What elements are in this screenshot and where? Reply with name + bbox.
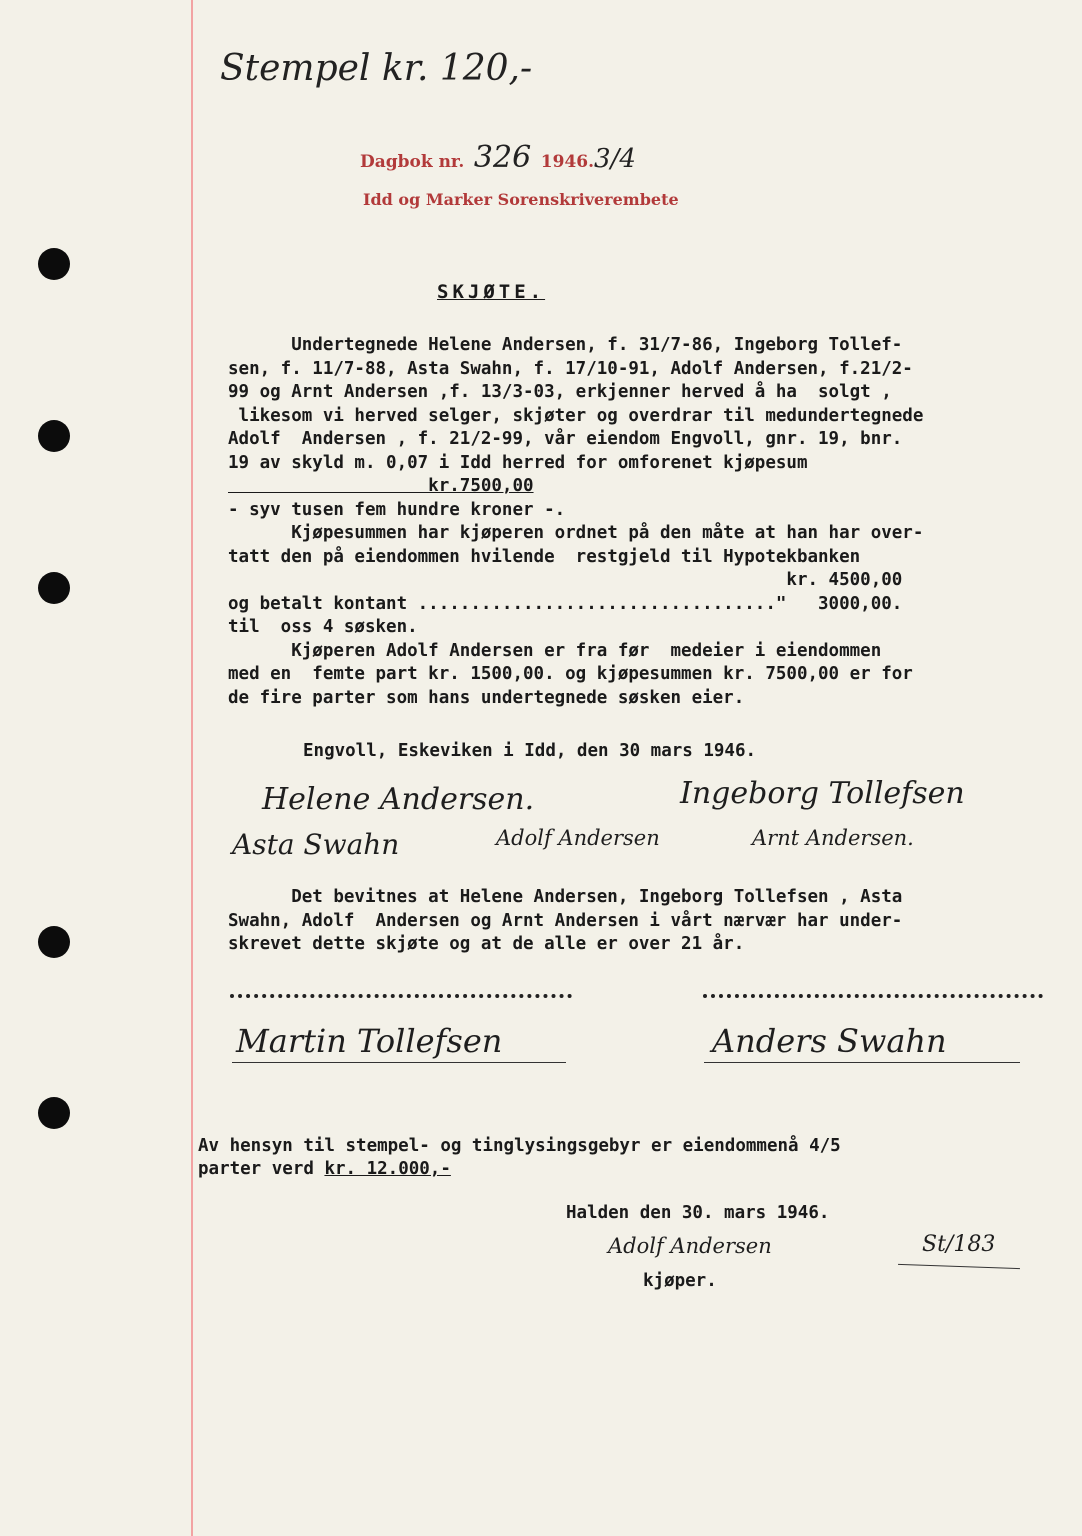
- body-line: sen, f. 11/7-88, Asta Swahn, f. 17/10-91, Adolf Andersen, f.21/2-: [228, 358, 913, 379]
- signature-buyer: Adolf Andersen: [608, 1234, 772, 1258]
- signature-adolf: Adolf Andersen: [496, 826, 660, 850]
- journal-stamp: [360, 140, 636, 175]
- body-line: Undertegnede Helene Andersen, f. 31/7-86, Ingeborg Tollef-: [228, 335, 903, 355]
- body-line: 19 av skyld m. 0,07 i Idd herred for omforenet kjøpesum: [228, 452, 808, 473]
- body-line: Kjøperen Adolf Andersen er fra før medeier i eiendommen: [228, 640, 882, 661]
- valuation-prefix: parter verd: [198, 1159, 325, 1179]
- signature-witness-anders: Anders Swahn: [712, 1022, 947, 1060]
- valuation-line-1: Av hensyn til stempel- og tinglysingsgebyr er eiendommenå 4/5: [198, 1136, 841, 1156]
- journal-prefix: Dagbok nr.: [360, 152, 465, 172]
- punch-hole: [38, 1097, 70, 1129]
- document-title: SKJØTE.: [437, 281, 546, 303]
- body-line: kr. 4500,00: [228, 570, 903, 590]
- purchase-price: kr.7500,00: [228, 476, 534, 496]
- witness-dotted-line-left: [230, 994, 572, 998]
- body-line: likesom vi herved selger, skjøter og overdrar til medundertegnede: [228, 405, 924, 426]
- signature-underline: [704, 1062, 1020, 1063]
- annotation-underline: [898, 1264, 1020, 1269]
- witness-line: Det bevitnes at Helene Andersen, Ingeborg Tollefsen , Asta: [228, 887, 903, 907]
- punch-hole: [38, 926, 70, 958]
- witness-line: skrevet dette skjøte og at de alle er over 21 år.: [228, 934, 745, 954]
- witness-dotted-line-right: [703, 994, 1043, 998]
- body-line: til oss 4 søsken.: [228, 617, 418, 637]
- signature-asta: Asta Swahn: [232, 828, 400, 861]
- signature-ingeborg: Ingeborg Tollefsen: [680, 776, 965, 811]
- journal-year: 1946.: [540, 152, 595, 172]
- body-line: Adolf Andersen , f. 21/2-99, vår eiendom Engvoll, gnr. 19, bnr.: [228, 429, 903, 449]
- signature-witness-martin: Martin Tollefsen: [236, 1022, 503, 1060]
- court-office: Idd og Marker Sorenskriverembete: [363, 190, 679, 209]
- punch-hole: [38, 420, 70, 452]
- journal-number: 326: [473, 140, 532, 175]
- witness-statement: [228, 886, 902, 957]
- body-line: tatt den på eiendommen hvilende restgjeld til Hypotekbanken: [228, 546, 861, 567]
- signature-arnt: Arnt Andersen.: [752, 826, 914, 850]
- witness-line: Swahn, Adolf Andersen og Arnt Andersen i vårt nærvær har under-: [228, 910, 903, 931]
- deed-body: [228, 334, 1058, 710]
- body-line: - syv tusen fem hundre kroner -.: [228, 499, 566, 520]
- body-line: og betalt kontant .................................." 3000,00.: [228, 593, 903, 614]
- signature-helene: Helene Andersen.: [262, 782, 535, 817]
- body-line: de fire parter som hans undertegnede søsken eier.: [228, 687, 745, 708]
- valuation-line-2: [198, 1159, 451, 1179]
- body-line: 99 og Arnt Andersen ,f. 13/3-03, erkjenner herved å ha solgt ,: [228, 382, 892, 402]
- journal-date: 3/4: [594, 144, 636, 174]
- body-line: Kjøpesummen har kjøperen ordnet på den måte at han har over-: [228, 523, 924, 543]
- valuation-amount: kr. 12.000,-: [324, 1159, 451, 1179]
- buyer-label: kjøper.: [643, 1271, 717, 1291]
- punch-hole: [38, 572, 70, 604]
- closing-place-date: Halden den 30. mars 1946.: [566, 1203, 830, 1223]
- stamp-duty-note: Stempel kr. 120,-: [220, 48, 533, 89]
- margin-rule: [191, 0, 193, 1536]
- file-annotation: St/183: [922, 1232, 996, 1257]
- body-line: med en femte part kr. 1500,00. og kjøpesummen kr. 7500,00 er for: [228, 664, 913, 684]
- place-date: Engvoll, Eskeviken i Idd, den 30 mars 1946.: [303, 741, 757, 761]
- signature-underline: [232, 1062, 566, 1063]
- punch-hole: [38, 248, 70, 280]
